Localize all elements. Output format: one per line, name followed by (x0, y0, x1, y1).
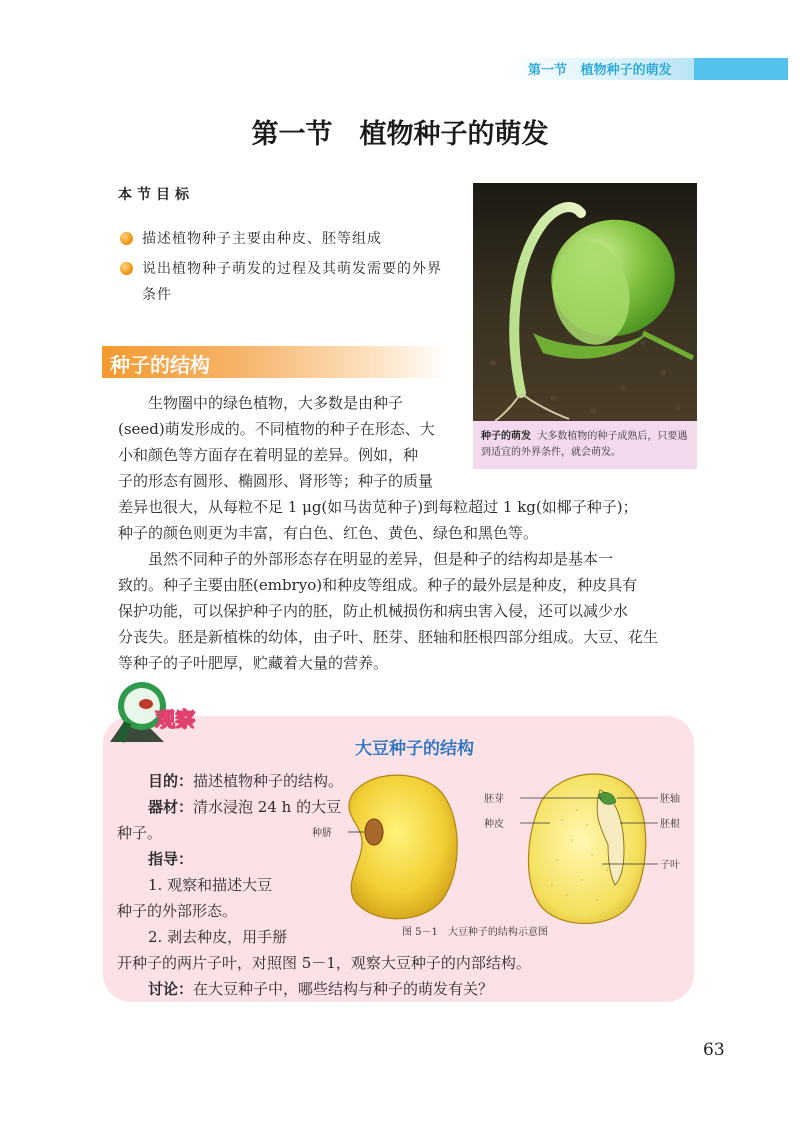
goal-item (120, 256, 442, 308)
materials-text: 清水浸泡 24 h 的大豆 (193, 798, 342, 816)
running-header (528, 59, 672, 78)
observe-title: 大豆种子的结构 (355, 739, 474, 759)
label-radicle: 胚根 (660, 819, 680, 830)
body-line: 种子的颜色则更为丰富，有白色、红色、黄色、绿色和黑色等。 (118, 524, 539, 542)
soybean-seed-diagram (312, 760, 692, 935)
goal-text: 描述植物种子主要由种皮、胚等组成 (142, 231, 382, 247)
observe-guide-label (148, 846, 193, 872)
goal-item (120, 226, 450, 252)
guide-label: 指导： (148, 850, 194, 868)
observe-discuss (148, 976, 493, 1002)
photo-caption-label: 种子的萌发 (481, 431, 531, 442)
section-heading: 种子的结构 (110, 353, 210, 377)
body-line: 差异也很大，从每粒不足 1 μg(如马齿苋种子)到每粒超过 1 kg(如椰子种子)； (118, 498, 638, 516)
bullet-icon (120, 262, 133, 275)
body-line: 小和颜色等方面存在着明显的差异。例如，种 (118, 446, 419, 464)
germinating-seed-photo (473, 183, 697, 421)
observe-step2: 2. 剥去种皮，用手掰 (148, 928, 288, 946)
body-line: 等种子的子叶肥厚，贮藏着大量的营养。 (118, 654, 389, 672)
label-seed-coat: 种皮 (484, 819, 504, 830)
photo-caption (473, 421, 697, 469)
bullet-icon (120, 232, 133, 245)
running-header-topic: 植物种子的萌发 (580, 63, 672, 78)
label-cotyledon: 子叶 (660, 860, 680, 871)
observe-badge: 观察 (155, 707, 195, 731)
purpose-text: 描述植物种子的结构。 (193, 772, 344, 790)
header-accent-block (694, 58, 788, 80)
label-hilum: 种脐 (312, 828, 332, 839)
page-number: 63 (703, 1040, 725, 1060)
label-hypocotyl: 胚轴 (660, 794, 680, 805)
page-title: 第一节 植物种子的萌发 (251, 119, 549, 150)
figure-caption: 图 5－1 大豆种子的结构示意图 (402, 927, 548, 938)
observe-step1: 1. 观察和描述大豆 (148, 876, 273, 894)
body-line: 保护功能，可以保护种子内的胚，防止机械损伤和病虫害入侵，还可以减少水 (118, 602, 629, 620)
observe-step1-cont: 种子的外部形态。 (117, 902, 238, 920)
label-plumule: 胚芽 (484, 794, 504, 805)
discuss-text: 在大豆种子中，哪些结构与种子的萌发有关？ (193, 980, 494, 998)
observe-materials-cont: 种子。 (117, 824, 163, 842)
discuss-label: 讨论： (148, 980, 194, 998)
goal-text: 说出植物种子萌发的过程及其萌发需要的外界条件 (142, 261, 442, 303)
body-line: 子的形态有圆形、椭圆形、肾形等；种子的质量 (118, 472, 434, 490)
body-line: 致的。种子主要由胚(embryo)和种皮等组成。种子的最外层是种皮，种皮具有 (118, 576, 638, 594)
goals-heading: 本节目标 (118, 187, 194, 203)
body-line: 生物圈中的绿色植物，大多数是由种子 (148, 394, 404, 412)
observe-step2-cont: 开种子的两片子叶，对照图 5－1，观察大豆种子的内部结构。 (117, 954, 531, 972)
body-line: 虽然不同种子的外部形态存在明显的差异，但是种子的结构却是基本一 (148, 550, 614, 568)
purpose-label: 目的： (148, 772, 194, 790)
body-line: 分丧失。胚是新植株的幼体，由子叶、胚芽、胚轴和胚根四部分组成。大豆、花生 (118, 628, 659, 646)
running-header-section: 第一节 (528, 63, 568, 78)
body-line: (seed)萌发形成的。不同植物的种子在形态、大 (118, 420, 435, 438)
photo-caption-text: 大多数植物的种子成熟后，只要遇到适宜的外界条件，就会萌发。 (481, 431, 688, 458)
materials-label: 器材： (148, 798, 194, 816)
